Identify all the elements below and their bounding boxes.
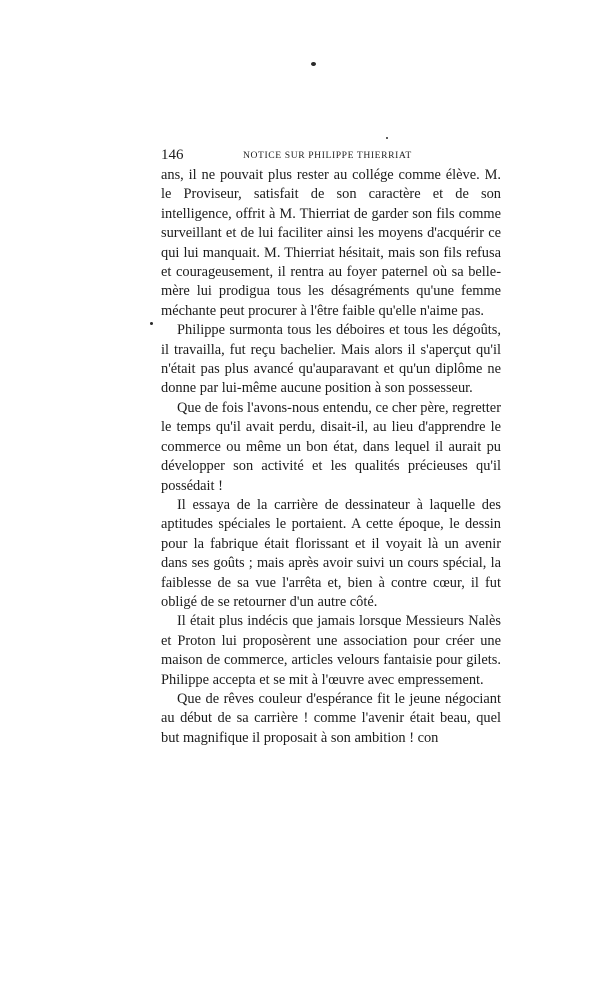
page-number: 146 <box>161 147 184 163</box>
paragraph-2: Philippe surmonta tous les déboires et tous les dégoûts, il travailla, fut reçu bachelier. Mais alors il s'aperçut qu'il n'était pas plus avancé qu'auparavant et qu'un diplôme ne donne par lui-même aucune position à son possesseur. <box>161 322 501 397</box>
body-text <box>161 166 501 748</box>
ink-speck <box>150 322 153 325</box>
paragraph-1: ans, il ne pouvait plus rester au collége comme élève. M. le Proviseur, satisfait de son caractère et de son intelligence, offrit à M. Thierriat de garder son fils comme surveillant et de lui faciliter ainsi les moyens d'acquérir ce qui lui manquait. M. Thierriat hésitait, mais son fils refusa et courageusement, il rentra au foyer paternel où sa belle-mère lui prodigua tous les désagréments qu'une femme méchante peut procurer à l'être faible qu'elle n'aime pas. <box>161 167 501 319</box>
ink-speck <box>386 137 388 139</box>
paragraph-4: Il essaya de la carrière de dessinateur à laquelle des aptitudes spéciales le portaient. A cette époque, le dessin pour la fabrique était florissant et il voyait là un avenir dans ses goûts ; mais après avoir suivi un cours spécial, la faiblesse de sa vue l'arrêta et, bien à contre cœur, il fut obligé de se retourner d'un autre côté. <box>161 496 501 610</box>
paragraph-6: Que de rêves couleur d'espérance fit le jeune négociant au début de sa carrière ! comme l'avenir était beau, quel but magnifique il proposait à son ambition ! con <box>161 690 501 746</box>
running-title: NOTICE SUR PHILIPPE THIERRIAT <box>243 150 412 161</box>
paragraph-5: Il était plus indécis que jamais lorsque Messieurs Nalès et Proton lui proposèrent une association pour créer une maison de commerce, articles velours fantaisie pour gilets. Philippe accepta et se mit à l'œuvre avec empressement. <box>161 613 501 688</box>
paragraph-3: Que de fois l'avons-nous entendu, ce cher père, regretter le temps qu'il avait perdu, disait-il, au lieu d'apprendre le commerce ou même un bon état, dans lequel il aurait pu développer son activité et les qualités précieuses qu'il possédait ! <box>161 399 501 494</box>
ink-speck <box>311 62 316 66</box>
page-header <box>161 146 501 166</box>
